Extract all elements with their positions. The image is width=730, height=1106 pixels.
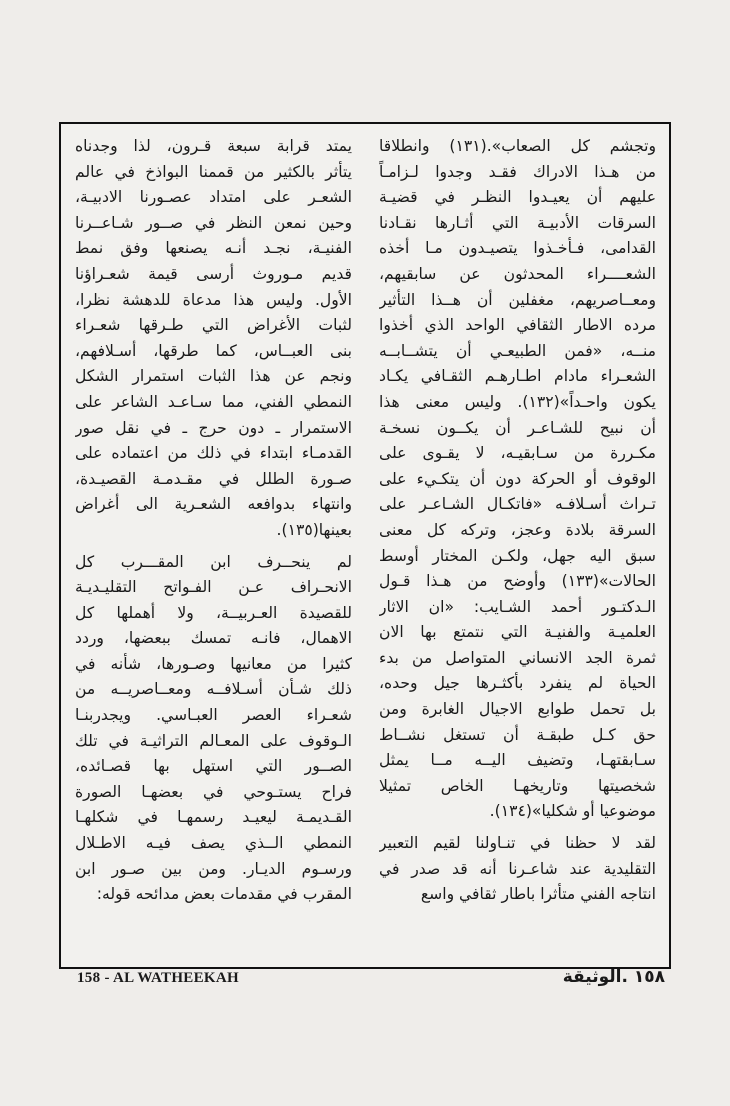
text-line: منــه، «فمن الطبيعـي أن يتشــابــه xyxy=(379,341,656,360)
paragraph-left-2 xyxy=(75,550,352,908)
text-line: موضوعيا أو شكليا»(١٣٤). xyxy=(489,802,656,821)
text-line: الـوقوف على المعـالم التراثيـة في تلك xyxy=(75,731,352,750)
text-line: الانحـراف عـن الفـواتح التقليـديـة xyxy=(75,578,352,597)
text-line: الاهمال، فانـه تمسك ببعضها، وردد xyxy=(75,629,352,648)
text-line: الحالات»(١٣٣) وأوضح من هـذا قـول xyxy=(379,572,656,591)
text-line: بعينها(١٣٥). xyxy=(276,520,352,539)
text-line: الأول. وليس هذا مدعاة للدهشة نظرا، xyxy=(75,290,352,309)
page-number-latin: 158 - AL WATHEEKAH xyxy=(77,970,239,986)
text-line: النمطي الفني، مما سـاعـد الشاعر على xyxy=(75,392,352,411)
paragraph-right-2 xyxy=(379,831,656,908)
page-footer xyxy=(59,967,671,994)
text-line: شعـراء العصر العبـاسي. ويجدربنـا xyxy=(75,706,352,725)
text-line: من هـذا الادراك فقـد وجدوا لـزامـاً xyxy=(379,162,656,181)
text-line: بل تحمل طوابع الاجيال الغابرة ومن xyxy=(379,700,656,719)
text-line: الوقوف أو الحركة دون أن يتكـيء على xyxy=(379,469,656,488)
text-line: السرقة بلادة وعجز، وتركه كل معنى xyxy=(379,520,656,539)
text-line: ورسـوم الديـار. ومن بين صـور ابن xyxy=(75,859,352,878)
text-line: وحين نمعن النظر في صــور شـاعــرنا xyxy=(75,213,352,232)
text-frame xyxy=(59,122,671,969)
text-line: أن نبيح للشـاعـر أن يكــون نسخـة xyxy=(379,418,656,437)
text-line: القدمـاء ابتداء في ذلك من اعتماده على xyxy=(75,444,352,463)
text-line: الاستمرار ـ دون حرج ـ في نقل صور xyxy=(75,418,352,437)
text-line: الشعـراء مادام اطـارهـم الثقـافي يكـاد xyxy=(379,367,656,386)
text-line: سـابقتهـا، وتضيف اليــه مــا يمثل xyxy=(379,751,656,770)
left-column xyxy=(75,134,352,908)
text-line: ونجم عن هذا الثبات استمرار الشكل xyxy=(75,367,352,386)
text-line: العلميـة والفنيـة التي نتمتع بها الان xyxy=(379,623,656,642)
text-line: لم ينحــرف ابن المقـــرب كل xyxy=(75,552,352,571)
paragraph-right-1 xyxy=(379,134,656,825)
text-line: المقرب في مقدمات بعض مدائحه قوله: xyxy=(96,885,352,904)
text-line: انتاجه الفني متأثرا باطار ثقافي واسع xyxy=(420,885,656,904)
text-line: يكون واحـداً»(١٣٢). وليس معنى هذا xyxy=(379,392,656,411)
text-line: عليهم أن يعيـدوا النظـر في قضيـة xyxy=(379,188,656,207)
text-line: يتأثر بالكثير من قممنا البواذخ في عالم xyxy=(75,162,352,181)
text-line: الشعــــراء المحدثون عن سابقيهم، xyxy=(379,264,656,283)
text-line: للقصيدة العـربيــة، ولا أهملها كل xyxy=(75,603,352,622)
text-line: الـدكتـور أحمد الشـايب: «ان الاثار xyxy=(379,597,656,616)
text-line: التقليدية عند شاعـرنا أنه قد صدر في xyxy=(379,859,656,878)
text-line: مكـررة من سـابقيـه، لا يقـوى على xyxy=(379,444,656,463)
text-line: فراح يستـوحي في بعضهـا الصورة xyxy=(75,782,352,801)
text-line: سبق اليه جهل، ولكـن المختار أوسط xyxy=(379,546,656,565)
text-line: شخصيتها وتاريخهـا الخاص تمثيلا xyxy=(379,776,656,795)
text-line: القـديمـة ليعيـد رسمهـا في شكلهـا xyxy=(75,808,352,827)
text-line: ثمرة الجد الانساني المتواصل من بدء xyxy=(379,648,656,667)
text-line: تـراث أسـلافـه «فاتكـال الشـاعـر على xyxy=(379,495,656,514)
text-line: صـورة الطلل في مقـدمـة القصيـدة، xyxy=(75,469,352,488)
text-line: الحياة لم ينفرد بأكثـرها جيل وحده، xyxy=(379,674,656,693)
text-line: ذلك شـأن أسـلافــه ومعــاصريــه من xyxy=(75,680,352,699)
text-line: بنى العبــاس، كما طرقها، أسـلافهم، xyxy=(75,341,352,360)
text-line: يمتد قرابة سبعة قـرون، لذا وجدناه xyxy=(75,137,352,155)
paragraph-left-1 xyxy=(75,134,352,544)
text-line: مرده الاطار الثقافي الواحد الذي أخذوا xyxy=(379,316,656,335)
text-line: ومعــاصريهم، مغفلين أن هــذا التأثير xyxy=(379,290,656,309)
text-line: القدامى، فـأخـذوا يتصيـدون مـا أخذه xyxy=(379,239,656,258)
right-column xyxy=(379,134,656,908)
text-line: وتجشم كل الصعاب».(١٣١) وانطلاقا xyxy=(379,137,656,155)
page-number-arabic: ١٥٨ .الوثيقة xyxy=(562,967,665,987)
text-line: لقد لا حظنا في تنـاولنا لقيم التعبير xyxy=(379,834,656,853)
text-line: النمطي الــذي يصف فيـه الاطـلال xyxy=(75,834,352,853)
text-line: حق كـل طبقـة أن تستغل نشــاط xyxy=(379,725,656,744)
text-line: الفنيـة، نجـد أنـه يصنعها وفق نمط xyxy=(75,239,352,258)
text-line: الصــور التي استهل بها قصـائده، xyxy=(75,757,352,776)
text-line: قديم مـوروث أرسى قيمة شعـراؤنا xyxy=(75,264,352,283)
text-line: وانتهاء بدوافعه الشعـرية الى أغراض xyxy=(75,495,352,514)
text-line: كثيرا من معانيها وصـورها، شأنه في xyxy=(75,654,352,673)
text-line: الشعـر على امتداد عصـورنا الادبيـة، xyxy=(75,188,352,207)
text-line: لثبات الأغراض التي طـرقها شعـراء xyxy=(75,316,352,335)
text-line: السرقات الأدبيـة التي أثـارها نقـادنا xyxy=(379,213,656,232)
